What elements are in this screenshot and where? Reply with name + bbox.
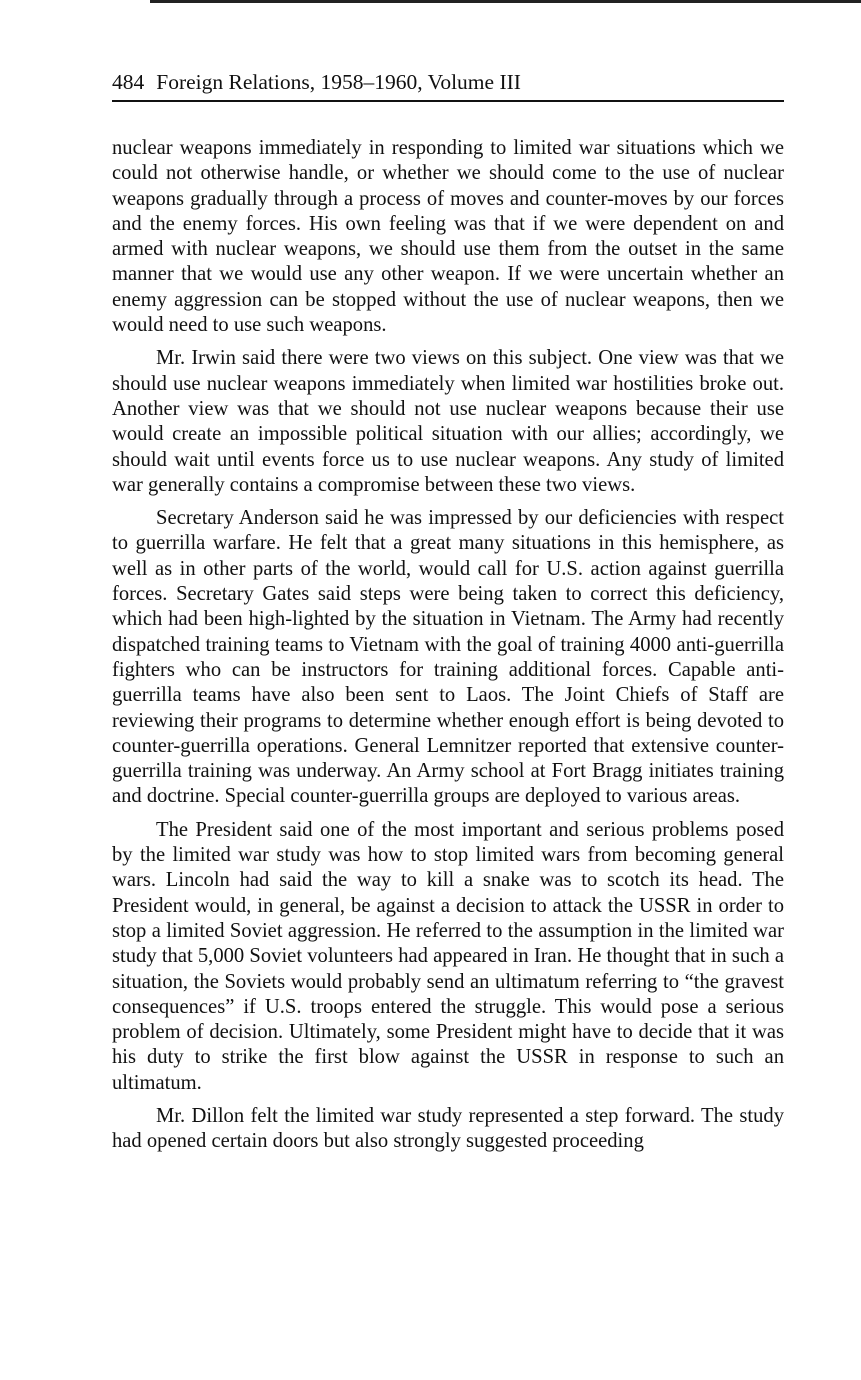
- header-rule: [112, 100, 784, 102]
- page-number: 484: [112, 70, 145, 94]
- paragraph-dillon: Mr. Dillon felt the limited war study represented a step forward. The study had opened certain doors but also strongly suggested proceeding: [112, 1104, 784, 1153]
- paragraph-continuation: nuclear weapons immediately in responding to limited war situations which we could not otherwise handle, or whether we should come to the use of nuclear weapons gradually through a process of moves and counter-moves by our forces and the enemy forces. His own feeling was that if we were dependent on and armed with nuclear weapons, we should use them from the outset in the same manner that we would use any other weapon. If we were uncertain whether an enemy aggression can be stopped without the use of nuclear weapons, then we would need to use such weapons.: [112, 137, 784, 337]
- paragraph-irwin: Mr. Irwin said there were two views on this subject. One view was that we should use nuclear weapons immediately when limited war hostilities broke out. Another view was that we should not use nuclear weapons because their use would create an impossible political situation with our allies; accordingly, we should wait until events force us to use nuclear weapons. Any study of limited war generally contains a compromise between these two views.: [112, 347, 784, 496]
- scan-top-edge: [150, 0, 861, 3]
- body-text: [112, 136, 784, 1163]
- running-header: [112, 70, 784, 100]
- paragraph-anderson: Secretary Anderson said he was impressed by our deficiencies with respect to guerrilla warfare. He felt that a great many situations in this hemisphere, as well as in other parts of the world, would call for U.S. action against guerrilla forces. Secretary Gates said steps were being taken to correct this deficiency, which had been high-lighted by the situation in Vietnam. The Army had recently dispatched training teams to Vietnam with the goal of training 4000 anti-guerrilla fighters who can be instructors for training additional forces. Capable anti-guerrilla teams have also been sent to Laos. The Joint Chiefs of Staff are reviewing their programs to determine whether enough effort is being devoted to counter-guerrilla operations. General Lemnitzer reported that extensive counter-guerrilla training was underway. An Army school at Fort Bragg initiates training and doctrine. Special counter-guerrilla groups are deployed to various areas.: [112, 507, 784, 808]
- paragraph-president: The President said one of the most important and serious problems posed by the limited war study was how to stop limited wars from becoming general wars. Lincoln had said the way to kill a snake was to scotch its head. The President would, in general, be against a decision to attack the USSR in order to stop a limited Soviet aggression. He referred to the assumption in the limited war study that 5,000 Soviet volunteers had appeared in Iran. He thought that in such a situation, the Soviets would probably send an ultimatum referring to “the gravest consequences” if U.S. troops entered the struggle. This would pose a serious problem of decision. Ultimately, some President might have to decide that it was his duty to strike the first blow against the USSR in response to such an ultimatum.: [112, 818, 784, 1094]
- running-title: Foreign Relations, 1958–1960, Volume III: [156, 70, 521, 94]
